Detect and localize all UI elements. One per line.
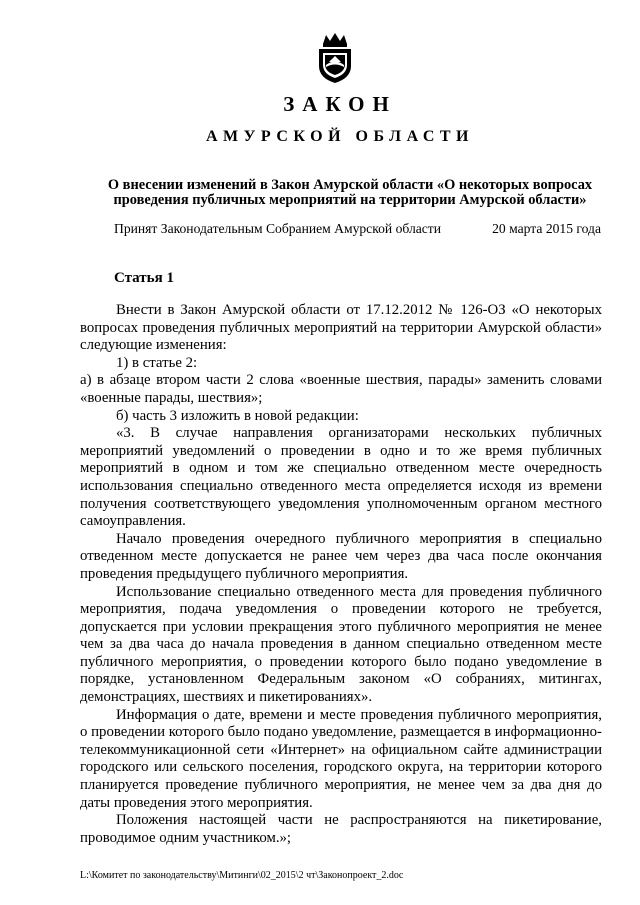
paragraph: Информация о дате, времени и месте проведения публичного мероприятия, о проведении которого было подано уведомление, размещается в информационно-телекоммуникационной сети «Интернет» на официальном сайте администрации городского или сельского поселения, городского округа, на территории которого планируется проведение публичного мероприятия, не менее чем за два дня до даты проведения этого мероприятия. <box>80 706 602 811</box>
article-heading: Статья 1 <box>114 270 174 286</box>
paragraph: 1) в статье 2: <box>116 354 198 371</box>
adoption-line <box>114 221 601 237</box>
article-body <box>80 302 602 847</box>
paragraph: Начало проведения очередного публичного мероприятия в специально отведенном месте допускается не ранее чем через два часа после окончания проведения предыдущего публичного мероприятия. <box>80 530 602 582</box>
paragraph: Положения настоящей части не распространяются на пикетирование, проводимое одним участником.»; <box>80 812 602 846</box>
paragraph: «3. В случае направления организаторами нескольких публичных мероприятий уведомлений о проведении в одно и то же время публичных мероприятий в одном и том же специально отведенном месте очередность использования специально отведенного места определяется исходя из времени получения соответствующего уведомления уполномоченным органом местного самоуправления. <box>80 425 602 530</box>
law-title: О внесении изменений в Закон Амурской области «О некоторых вопросах проведения публичных мероприятий на территории Амурской области» <box>107 177 593 208</box>
adoption-body: Принят Законодательным Собранием Амурской области <box>114 221 442 236</box>
paragraph: б) часть 3 изложить в новой редакции: <box>116 407 359 424</box>
paragraph: Внести в Закон Амурской области от 17.12.2012 № 126-ОЗ «О некоторых вопросах проведения публичных мероприятий на территории Амурской области» следующие изменения: <box>80 302 602 354</box>
region-heading: АМУРСКОЙ ОБЛАСТИ <box>206 128 474 145</box>
coat-of-arms-icon <box>313 32 357 84</box>
paragraph: Использование специально отведенного места для проведения публичного мероприятия, подача уведомления о проведении которого не требуется, допускается при условии прекращения этого публичного мероприятия не менее чем за два часа до начала проведения в данном специально отведенном месте публичного мероприятия, о проведении которого было подано уведомление в порядке, установленном Федеральным законом «О собраниях, митингах, демонстрациях, шествиях и пикетированиях». <box>80 583 602 706</box>
adoption-date: 20 марта 2015 года <box>492 221 601 236</box>
document-type-heading: ЗАКОН <box>283 92 397 116</box>
paragraph: а) в абзаце втором части 2 слова «военные шествия, парады» заменить словами «военные парады, шествия»; <box>80 372 602 406</box>
file-path-footer: L:\Комитет по законодательству\Митинги\02_2015\2 чт\Законопроект_2.doc <box>80 870 404 881</box>
